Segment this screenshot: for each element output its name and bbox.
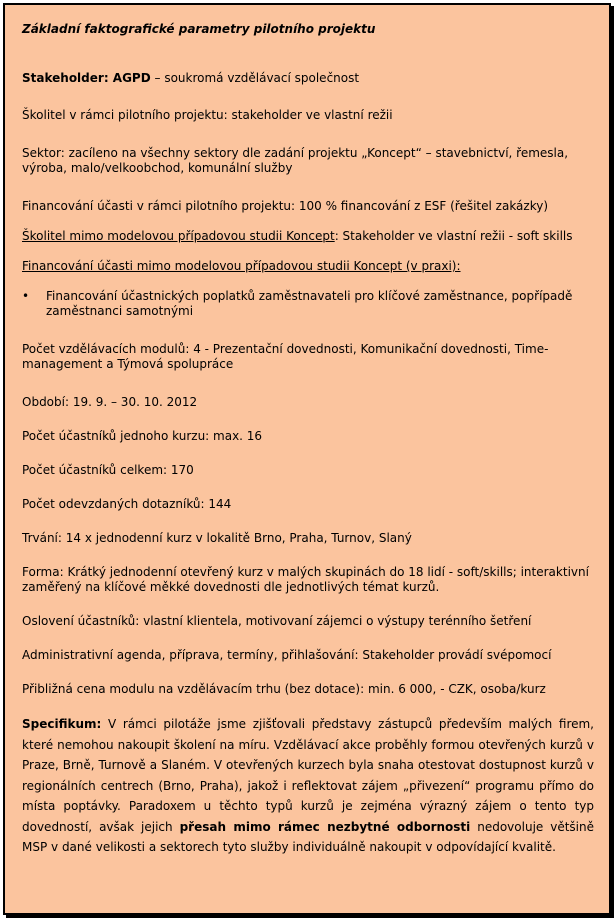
skolitel-line: Školitel v rámci pilotního projektu: stakeholder ve vlastní režii xyxy=(22,108,393,122)
skolitel-mimo-line xyxy=(22,229,594,244)
fact-content xyxy=(22,19,594,858)
specifikum-bold: přesah mimo rámec nezbytné odbornosti xyxy=(179,819,471,834)
stakeholder-rest: – soukromá vzdělávací společnost xyxy=(150,71,360,85)
moduly-line: Počet vzdělávacích modulů: 4 - Prezentační dovednosti, Komunikační dovednosti, Time-management a Týmová spolupráce xyxy=(22,342,549,371)
specifikum-label: Specifikum: xyxy=(22,717,102,731)
dotazniky-line: Počet odevzdaných dotazníků: 144 xyxy=(22,497,232,511)
specifikum-text-1: V rámci pilotáže jsme zjišťovali představy zástupců především malých firem, které nemohou nakoupit školení na míru. Vzdělávací akce proběhly formou otevřených kurzů v Praze, Brně, Turnově a Slaném. V otevřených kurzech byla snaha otestovat dostupnost kurzů v regionálních centrech (Brno, Praha), jakož i reflektovat zájem „přivezení“ programu přímo do místa poptávky. Paradoxem u těchto typů kurzů je zejména výrazný zájem o tento typ dovedností, avšak jejich xyxy=(22,717,594,834)
trvani-line: Trvání: 14 x jednodenní kurz v lokalitě Brno, Praha, Turnov, Slaný xyxy=(22,531,412,545)
ucastnici-celkem-line: Počet účastníků celkem: 170 xyxy=(22,463,194,477)
bullet-dot: • xyxy=(22,289,30,303)
ucastnici-kurz-line: Počet účastníků jednoho kurzu: max. 16 xyxy=(22,429,263,443)
osloveni-line: Oslovení účastníků: vlastní klientela, motivovaní zájemci o výstupy terénního šetření xyxy=(22,614,532,628)
financovani-mimo-line: Financování účasti mimo modelovou případovou studii Koncept (v praxi): xyxy=(22,259,461,273)
stakeholder-line xyxy=(22,71,594,86)
box-title: Základní faktografické parametry pilotního projektu xyxy=(22,22,376,36)
skolitel-mimo-underlined: Školitel mimo modelovou případovou studii Koncept xyxy=(22,229,335,243)
fact-box xyxy=(3,3,611,915)
cena-line: Přibližná cena modulu na vzdělávacím trhu (bez dotace): min. 6 000, - CZK, osoba/kurz xyxy=(22,682,546,696)
bullet-text: Financování účastnických poplatků zaměstnavateli pro klíčové zaměstnance, popřípadě zaměstnanci samotnými xyxy=(46,289,573,318)
forma-line: Forma: Krátký jednodenní otevřený kurz v malých skupinách do 18 lidí - soft/skills; interaktivní zaměřený na klíčové měkké dovednosti dle jednotlivých témat kurzů. xyxy=(22,565,589,594)
stakeholder-label: Stakeholder: AGPD xyxy=(22,71,151,85)
obdobi-line: Období: 19. 9. – 30. 10. 2012 xyxy=(22,395,198,409)
sektor-line: Sektor: zacíleno na všechny sektory dle zadání projektu „Koncept“ – stavebnictví, řemesla, výroba, malo/velkoobchod, komunální služby xyxy=(22,146,569,175)
specifikum-paragraph xyxy=(22,714,594,858)
agenda-line: Administrativní agenda, příprava, termíny, přihlašování: Stakeholder provádí svépomocí xyxy=(22,648,552,662)
skolitel-mimo-rest: : Stakeholder ve vlastní režii - soft skills xyxy=(334,229,573,243)
specifikum-text-2: nedovoluje většině MSP v dané velikosti a sektorech tyto služby individuálně nakoupit v odpovídající kvalitě. xyxy=(22,819,594,854)
bullet-item xyxy=(22,289,594,319)
financovani-line: Financování účasti v rámci pilotního projektu: 100 % financování z ESF (řešitel zakázky) xyxy=(22,199,549,213)
